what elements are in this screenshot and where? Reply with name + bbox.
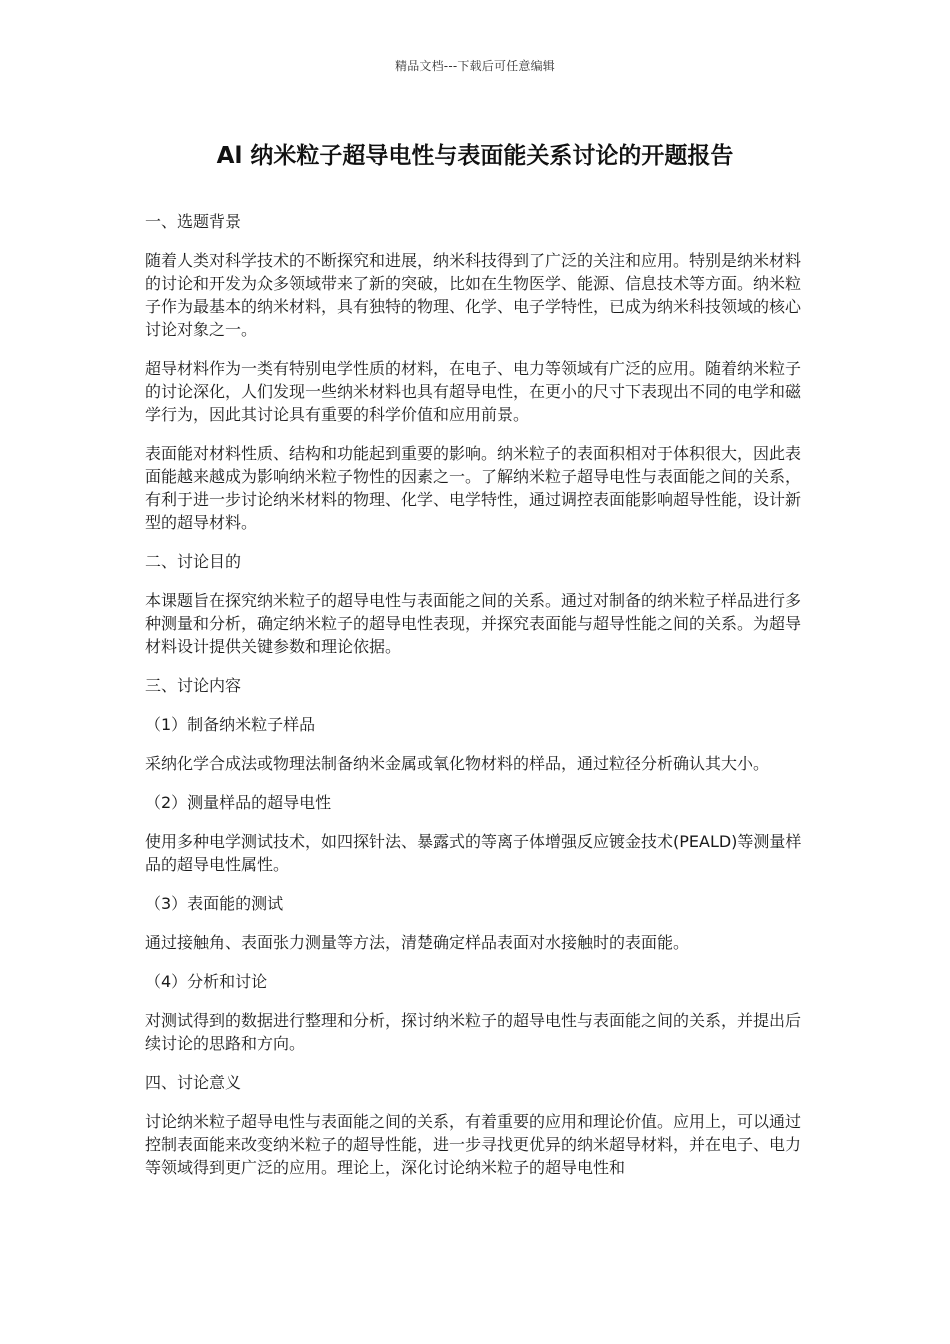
paragraph: 使用多种电学测试技术，如四探针法、暴露式的等离子体增强反应镀金技术(PEALD)等测量样品的超导电性属性。 (145, 832, 802, 874)
section-heading-content: 三、讨论内容 (145, 676, 242, 695)
subheading: （1）制备纳米粒子样品 (145, 715, 316, 734)
paragraph: 讨论纳米粒子超导电性与表面能之间的关系，有着重要的应用和理论价值。应用上，可以通过控制表面能来改变纳米粒子的超导性能，进一步寻找更优异的纳米超导材料，并在电子、电力等领域得到更广泛的应用。理论上，深化讨论纳米粒子的超导电性和 (145, 1112, 802, 1177)
document-title: Al 纳米粒子超导电性与表面能关系讨论的开题报告 (216, 143, 734, 169)
section-heading-significance: 四、讨论意义 (145, 1073, 242, 1092)
subheading: （4）分析和讨论 (145, 972, 268, 991)
subheading: （3）表面能的测试 (145, 894, 284, 913)
paragraph: 随着人类对科学技术的不断探究和进展，纳米科技得到了广泛的关注和应用。特别是纳米材料的讨论和开发为众多领域带来了新的突破，比如在生物医学、能源、信息技术等方面。纳米粒子作为最基本的纳米材料，具有独特的物理、化学、电子学特性，已成为纳米科技领域的核心讨论对象之一。 (145, 251, 802, 339)
paragraph: 表面能对材料性质、结构和功能起到重要的影响。纳米粒子的表面积相对于体积很大，因此表面能越来越成为影响纳米粒子物性的因素之一。了解纳米粒子超导电性与表面能之间的关系，有利于进一步讨论纳米材料的物理、化学、电学特性，通过调控表面能影响超导性能，设计新型的超导材料。 (145, 444, 802, 532)
paragraph: 本课题旨在探究纳米粒子的超导电性与表面能之间的关系。通过对制备的纳米粒子样品进行多种测量和分析，确定纳米粒子的超导电性表现，并探究表面能与超导性能之间的关系。为超导材料设计提供关键参数和理论依据。 (145, 591, 802, 656)
paragraph: 采纳化学合成法或物理法制备纳米金属或氧化物材料的样品，通过粒径分析确认其大小。 (145, 754, 770, 773)
paragraph: 通过接触角、表面张力测量等方法，清楚确定样品表面对水接触时的表面能。 (145, 933, 690, 952)
document-body (145, 210, 805, 1195)
paragraph: 对测试得到的数据进行整理和分析，探讨纳米粒子的超导电性与表面能之间的关系，并提出后续讨论的思路和方向。 (145, 1011, 802, 1053)
section-heading-background: 一、选题背景 (145, 212, 242, 231)
section-heading-purpose: 二、讨论目的 (145, 552, 242, 571)
paragraph: 超导材料作为一类有特别电学性质的材料，在电子、电力等领域有广泛的应用。随着纳米粒子的讨论深化，人们发现一些纳米材料也具有超导电性，在更小的尺寸下表现出不同的电学和磁学行为，因此其讨论具有重要的科学价值和应用前景。 (145, 359, 802, 424)
page-header-watermark: 精品文档---下载后可任意编辑 (395, 59, 555, 73)
subheading: （2）测量样品的超导电性 (145, 793, 332, 812)
